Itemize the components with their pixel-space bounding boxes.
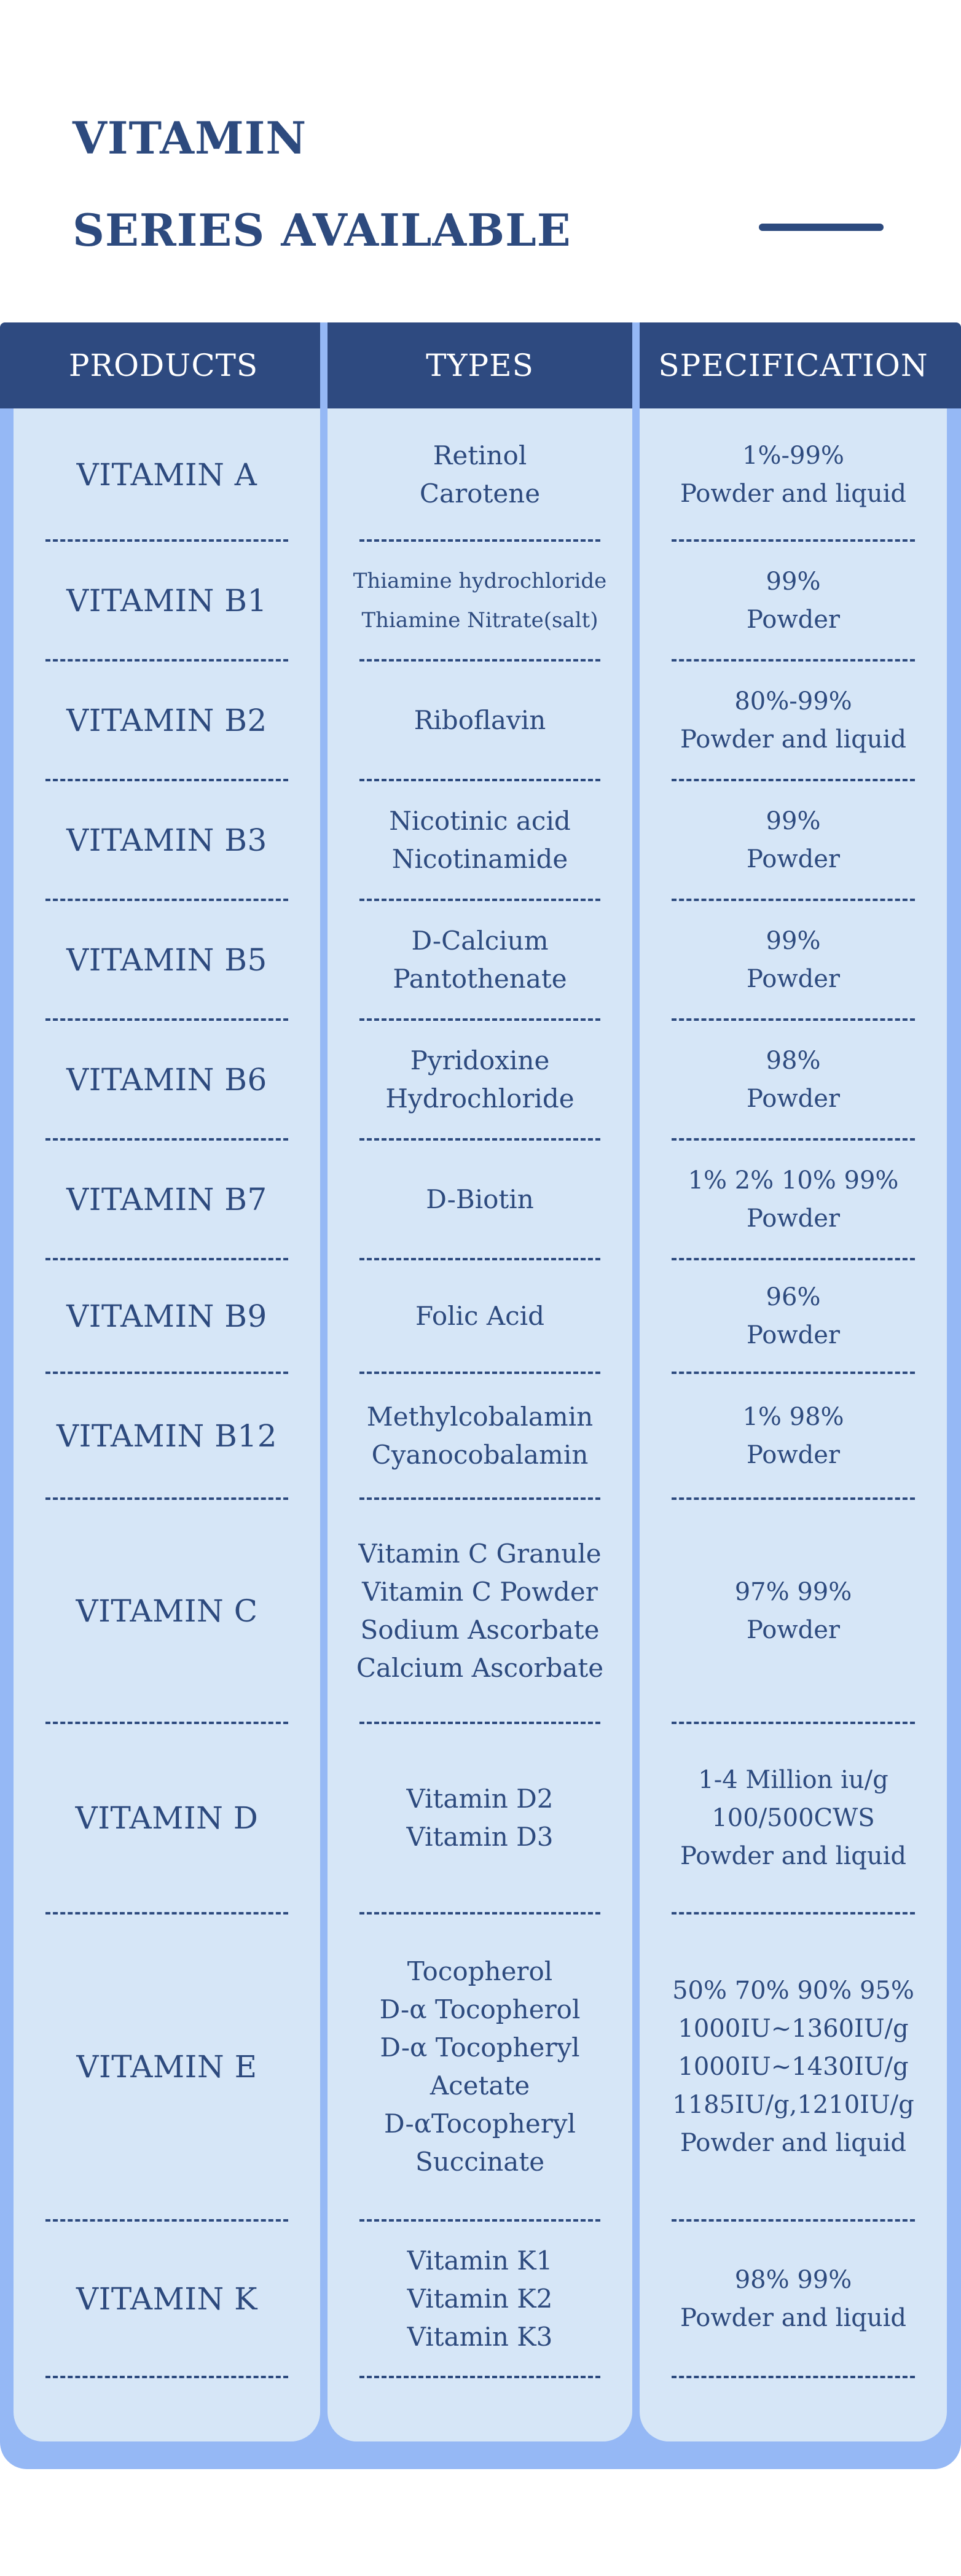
product-cell bbox=[14, 1913, 320, 2220]
header-specification: SPECIFICATION bbox=[658, 348, 928, 383]
type-entry: D-α Tocopherol bbox=[379, 1994, 581, 2024]
type-entry: D-Biotin bbox=[426, 1184, 534, 1214]
type-entry: Riboflavin bbox=[414, 704, 546, 735]
spec-entry: 99% bbox=[766, 567, 821, 596]
product-name: VITAMIN B3 bbox=[66, 822, 267, 858]
type-entry: Vitamin C Granule bbox=[358, 1538, 602, 1569]
product-cell bbox=[14, 1259, 320, 1373]
product-name: VITAMIN B6 bbox=[66, 1061, 267, 1098]
type-entry: D-αTocopheryl bbox=[384, 2109, 576, 2139]
spec-entry: Powder bbox=[746, 1084, 840, 1113]
product-name: VITAMIN D bbox=[75, 1800, 259, 1836]
spec-entry: 99% bbox=[766, 806, 821, 835]
product-name: VITAMIN K bbox=[76, 2281, 258, 2317]
product-cell bbox=[14, 2220, 320, 2377]
header-separator bbox=[632, 322, 640, 408]
spec-entry: Powder bbox=[746, 1321, 840, 1349]
product-cell bbox=[14, 780, 320, 900]
specification-cell bbox=[640, 2220, 947, 2377]
spec-entry: 1% 98% bbox=[742, 1402, 844, 1431]
types-cell bbox=[328, 780, 632, 900]
spec-entry: Powder and liquid bbox=[680, 2303, 906, 2332]
types-cell bbox=[328, 408, 632, 541]
types-cell bbox=[328, 900, 632, 1020]
spec-entry: 1-4 Million iu/g bbox=[698, 1766, 888, 1794]
types-cell bbox=[328, 2220, 632, 2377]
row-divider bbox=[359, 2376, 600, 2378]
spec-entry: Powder bbox=[746, 1615, 840, 1644]
spec-entry: 98% bbox=[766, 1046, 821, 1075]
types-cell bbox=[328, 1723, 632, 1913]
title-line-2: SERIES AVAILABLE bbox=[73, 204, 571, 256]
types-cell bbox=[328, 1139, 632, 1259]
type-entry: Nicotinic acid bbox=[389, 805, 571, 836]
title-accent-bar bbox=[759, 224, 884, 231]
page-title bbox=[73, 92, 871, 276]
product-name: VITAMIN E bbox=[76, 2049, 257, 2085]
product-name: VITAMIN B2 bbox=[66, 702, 267, 738]
spec-entry: Powder bbox=[746, 964, 840, 993]
type-entry: D-Calcium bbox=[411, 925, 549, 956]
product-name: VITAMIN B5 bbox=[66, 942, 267, 978]
products-column bbox=[14, 408, 320, 2441]
product-name: VITAMIN B12 bbox=[56, 1418, 278, 1454]
type-entry: Thiamine Nitrate(salt) bbox=[361, 607, 598, 633]
specification-cell bbox=[640, 1259, 947, 1373]
type-entry: Folic Acid bbox=[415, 1300, 545, 1331]
spec-entry: Powder bbox=[746, 605, 840, 634]
specification-cell bbox=[640, 780, 947, 900]
spec-entry: 1000IU~1360IU/g bbox=[678, 2015, 909, 2043]
types-cell bbox=[328, 541, 632, 660]
type-entry: Vitamin D2 bbox=[406, 1784, 554, 1814]
product-cell bbox=[14, 660, 320, 780]
product-cell bbox=[14, 1373, 320, 1499]
type-entry: Pantothenate bbox=[393, 963, 567, 994]
specification-cell bbox=[640, 541, 947, 660]
spec-entry: 99% bbox=[766, 926, 821, 955]
type-entry: Methylcobalamin bbox=[366, 1401, 594, 1432]
specification-cell bbox=[640, 408, 947, 541]
spec-entry: Powder and liquid bbox=[680, 1842, 906, 1870]
types-column bbox=[328, 408, 632, 2441]
spec-entry: 1% 2% 10% 99% bbox=[688, 1166, 899, 1195]
spec-entry: 100/500CWS bbox=[712, 1804, 875, 1832]
product-cell bbox=[14, 1139, 320, 1259]
type-entry: Vitamin K1 bbox=[407, 2245, 553, 2276]
product-cell bbox=[14, 408, 320, 541]
type-entry: Sodium Ascorbate bbox=[360, 1614, 600, 1645]
type-entry: D-α Tocopheryl bbox=[380, 2032, 580, 2063]
type-entry: Acetate bbox=[430, 2071, 530, 2101]
spec-entry: 1185IU/g,1210IU/g bbox=[672, 2091, 914, 2119]
spec-entry: Powder and liquid bbox=[680, 2129, 906, 2157]
product-cell bbox=[14, 541, 320, 660]
table-header bbox=[0, 322, 961, 408]
types-cell bbox=[328, 1020, 632, 1139]
specification-cell bbox=[640, 1723, 947, 1913]
product-cell bbox=[14, 1020, 320, 1139]
spec-entry: 50% 70% 90% 95% bbox=[672, 1977, 914, 2005]
type-entry: Pyridoxine bbox=[410, 1045, 550, 1075]
spec-entry: Powder and liquid bbox=[680, 479, 906, 508]
type-entry: Succinate bbox=[415, 2147, 545, 2177]
type-entry: Tocopherol bbox=[407, 1956, 553, 1986]
product-name: VITAMIN C bbox=[76, 1593, 258, 1629]
row-divider bbox=[45, 2376, 288, 2378]
spec-entry: Powder and liquid bbox=[680, 725, 906, 754]
specification-cell bbox=[640, 660, 947, 780]
spec-entry: Powder bbox=[746, 1204, 840, 1233]
specification-cell bbox=[640, 900, 947, 1020]
title-line-1: VITAMIN bbox=[73, 112, 307, 164]
specification-cell bbox=[640, 1373, 947, 1499]
spec-entry: 80%-99% bbox=[734, 687, 852, 716]
type-entry: Hydrochloride bbox=[385, 1083, 575, 1114]
specification-cell bbox=[640, 1913, 947, 2220]
header-products: PRODUCTS bbox=[68, 348, 259, 383]
specification-cell bbox=[640, 1139, 947, 1259]
type-entry: Vitamin K3 bbox=[407, 2321, 553, 2352]
type-entry: Vitamin D3 bbox=[406, 1822, 554, 1852]
product-name: VITAMIN B9 bbox=[66, 1298, 267, 1334]
type-entry: Vitamin K2 bbox=[407, 2283, 553, 2314]
product-name: VITAMIN B7 bbox=[66, 1181, 267, 1217]
spec-entry: 97% 99% bbox=[734, 1577, 852, 1606]
product-name: VITAMIN A bbox=[76, 456, 257, 493]
spec-entry: 1000IU~1430IU/g bbox=[678, 2053, 909, 2081]
type-entry: Vitamin C Powder bbox=[362, 1576, 598, 1607]
type-entry: Carotene bbox=[419, 478, 541, 509]
specification-column bbox=[640, 408, 947, 2441]
spec-entry: 96% bbox=[766, 1282, 821, 1311]
types-cell bbox=[328, 1913, 632, 2220]
type-entry: Calcium Ascorbate bbox=[356, 1652, 604, 1683]
types-cell bbox=[328, 1259, 632, 1373]
row-divider bbox=[672, 2376, 915, 2378]
product-name: VITAMIN B1 bbox=[66, 582, 267, 619]
spec-entry: Powder bbox=[746, 845, 840, 873]
type-entry: Cyanocobalamin bbox=[371, 1439, 589, 1470]
type-entry: Thiamine hydrochloride bbox=[353, 568, 607, 593]
type-entry: Retinol bbox=[433, 440, 527, 470]
types-cell bbox=[328, 660, 632, 780]
types-cell bbox=[328, 1373, 632, 1499]
types-cell bbox=[328, 1499, 632, 1723]
type-entry: Nicotinamide bbox=[391, 843, 568, 874]
product-cell bbox=[14, 1723, 320, 1913]
specification-cell bbox=[640, 1020, 947, 1139]
header-types: TYPES bbox=[426, 348, 534, 383]
spec-entry: Powder bbox=[746, 1440, 840, 1469]
specification-cell bbox=[640, 1499, 947, 1723]
product-cell bbox=[14, 900, 320, 1020]
product-cell bbox=[14, 1499, 320, 1723]
header-separator bbox=[320, 322, 328, 408]
spec-entry: 1%-99% bbox=[742, 441, 844, 470]
spec-entry: 98% 99% bbox=[734, 2265, 852, 2294]
